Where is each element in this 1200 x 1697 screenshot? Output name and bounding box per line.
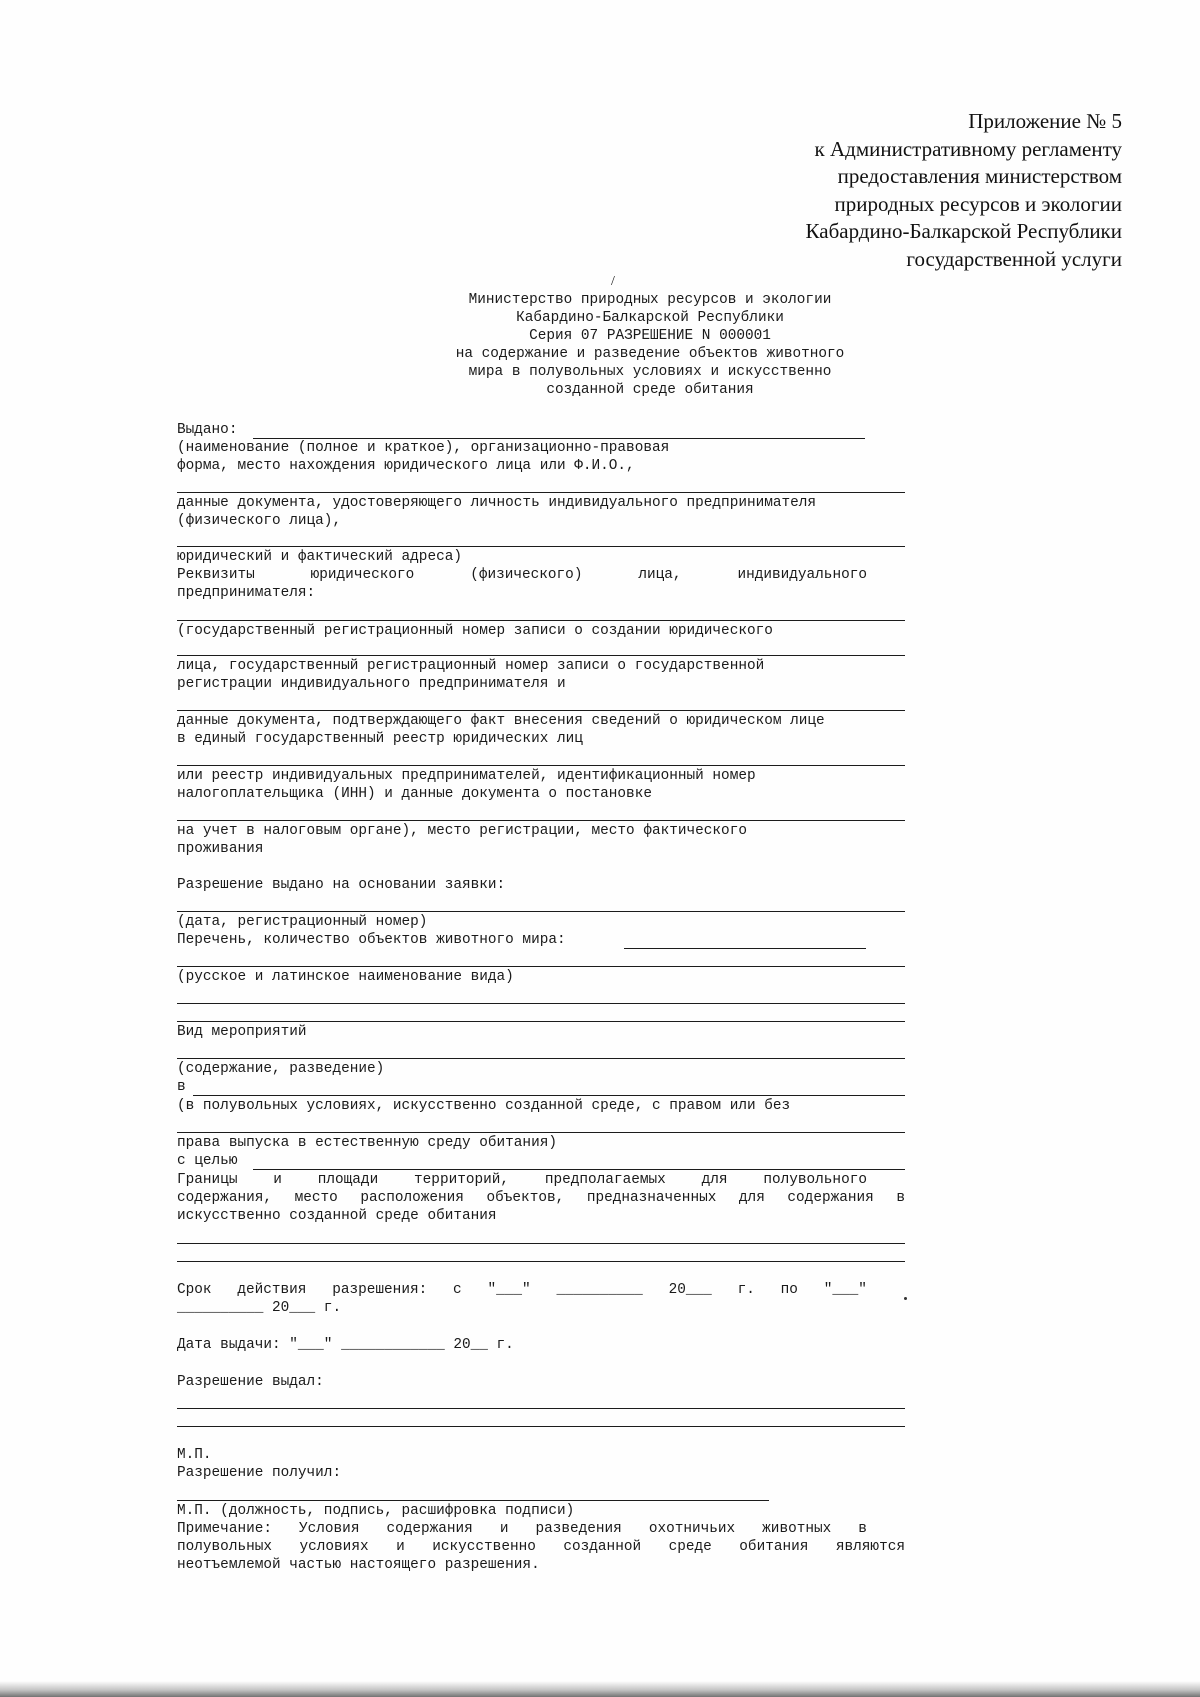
fill-line — [177, 546, 905, 547]
fill-line — [177, 1500, 769, 1501]
form-text: лица, государственный регистрационный номер записи о государственной — [177, 658, 765, 674]
issue-date: Дата выдачи: "___" ____________ 20__ г. — [177, 1337, 514, 1353]
fill-line — [177, 1021, 905, 1022]
fill-line — [177, 492, 905, 493]
fill-line — [177, 966, 905, 967]
note-text: неотъемлемой частью настоящего разрешения. — [177, 1557, 540, 1573]
form-text: (в полувольных условиях, искусственно созданной среде, с правом или без — [177, 1098, 791, 1114]
form-text: искусственно созданной среде обитания — [177, 1208, 497, 1224]
appendix-line: предоставления министерством — [837, 164, 1122, 189]
form-text: (содержание, разведение) — [177, 1061, 385, 1077]
header-line: Серия 07 РАЗРЕШЕНИЕ N 000001 — [529, 328, 771, 344]
fill-line — [177, 1003, 905, 1004]
fill-line — [624, 948, 866, 949]
appendix-line: государственной услуги — [906, 246, 1122, 271]
form-text: данные документа, удостоверяющего личность индивидуального предпринимателя — [177, 495, 817, 511]
form-text: юридический и фактический адреса) — [177, 549, 462, 565]
form-text: в единый государственный реестр юридических лиц — [177, 731, 583, 747]
scan-speck — [904, 1297, 907, 1300]
form-text: (русское и латинское наименование вида) — [177, 969, 514, 985]
header-line: Кабардино-Балкарской Республики — [516, 310, 784, 326]
header-line: мира в полувольных условиях и искусственно — [468, 364, 832, 380]
fill-line — [177, 1426, 905, 1427]
fill-line — [177, 655, 905, 656]
form-text: М.П. (должность, подпись, расшифровка подписи) — [177, 1503, 575, 1519]
issued-by-label: Разрешение выдал: — [177, 1374, 324, 1390]
fill-line — [177, 820, 905, 821]
header-line: созданной среде обитания — [546, 382, 754, 398]
fill-line — [177, 765, 905, 766]
form-text: (наименование (полное и краткое), организационно-правовая — [177, 440, 670, 456]
form-text: на учет в налоговым органе), место регистрации, место фактического — [177, 823, 747, 839]
form-text: проживания — [177, 841, 264, 857]
issued-to-label: Выдано: — [177, 422, 238, 438]
fill-line — [177, 1132, 905, 1133]
scan-mark: / — [611, 274, 615, 289]
form-text: содержания, место расположения объектов, предназначенных для содержания в — [177, 1190, 905, 1206]
fill-line — [177, 911, 905, 912]
form-text: форма, место нахождения юридического лица или Ф.И.О., — [177, 458, 635, 474]
note-text: полувольных условиях и искусственно созданной среде обитания являются — [177, 1539, 905, 1555]
stamp-label: М.П. — [177, 1447, 212, 1463]
validity-period: Срок действия разрешения: с "___" __________ 20___ г. по "___" — [177, 1282, 867, 1298]
scan-edge — [0, 1681, 1200, 1697]
fill-line — [177, 620, 905, 621]
fill-line — [177, 1058, 905, 1059]
fill-line — [177, 1408, 905, 1409]
form-text: предпринимателя: — [177, 585, 316, 601]
fill-line — [177, 1243, 905, 1244]
fill-line — [177, 1261, 905, 1262]
received-by-label: Разрешение получил: — [177, 1465, 342, 1481]
fill-line — [193, 1095, 905, 1096]
note-text: Примечание: Условия содержания и разведения охотничьих животных в — [177, 1521, 867, 1537]
fill-line — [253, 1169, 905, 1170]
form-text: (физического лица), — [177, 513, 342, 529]
form-text: (дата, регистрационный номер) — [177, 914, 428, 930]
validity-period-end: __________ 20___ г. — [177, 1300, 342, 1316]
form-text: данные документа, подтверждающего факт внесения сведений о юридическом лице — [177, 713, 825, 729]
form-text: Вид мероприятий — [177, 1024, 307, 1040]
form-text: права выпуска в естественную среду обитания) — [177, 1135, 557, 1151]
form-text: (государственный регистрационный номер записи о создании юридического — [177, 623, 773, 639]
fill-line — [177, 710, 905, 711]
form-text: Границы и площади территорий, предполагаемых для полувольного — [177, 1172, 867, 1188]
form-text: с целью — [177, 1153, 238, 1169]
appendix-block — [602, 108, 1122, 274]
form-text: налогоплательщика (ИНН) и данные документа о постановке — [177, 786, 652, 802]
appendix-line: Кабардино-Балкарской Республики — [805, 219, 1122, 244]
form-text: Перечень, количество объектов животного мира: — [177, 932, 566, 948]
form-text: регистрации индивидуального предпринимателя и — [177, 676, 566, 692]
appendix-line: к Административному регламенту — [814, 136, 1122, 161]
form-text: или реестр индивидуальных предпринимателей, идентификационный номер — [177, 768, 756, 784]
header-line: на содержание и разведение объектов животного — [455, 346, 845, 362]
appendix-line: природных ресурсов и экологии — [834, 191, 1122, 216]
form-text: Реквизиты юридического (физического) лица, индивидуального — [177, 567, 867, 583]
permit-header — [350, 291, 950, 399]
header-line: Министерство природных ресурсов и экологии — [468, 292, 832, 308]
form-text: в — [177, 1079, 186, 1095]
appendix-line: Приложение № 5 — [968, 109, 1122, 133]
form-text: Разрешение выдано на основании заявки: — [177, 877, 506, 893]
